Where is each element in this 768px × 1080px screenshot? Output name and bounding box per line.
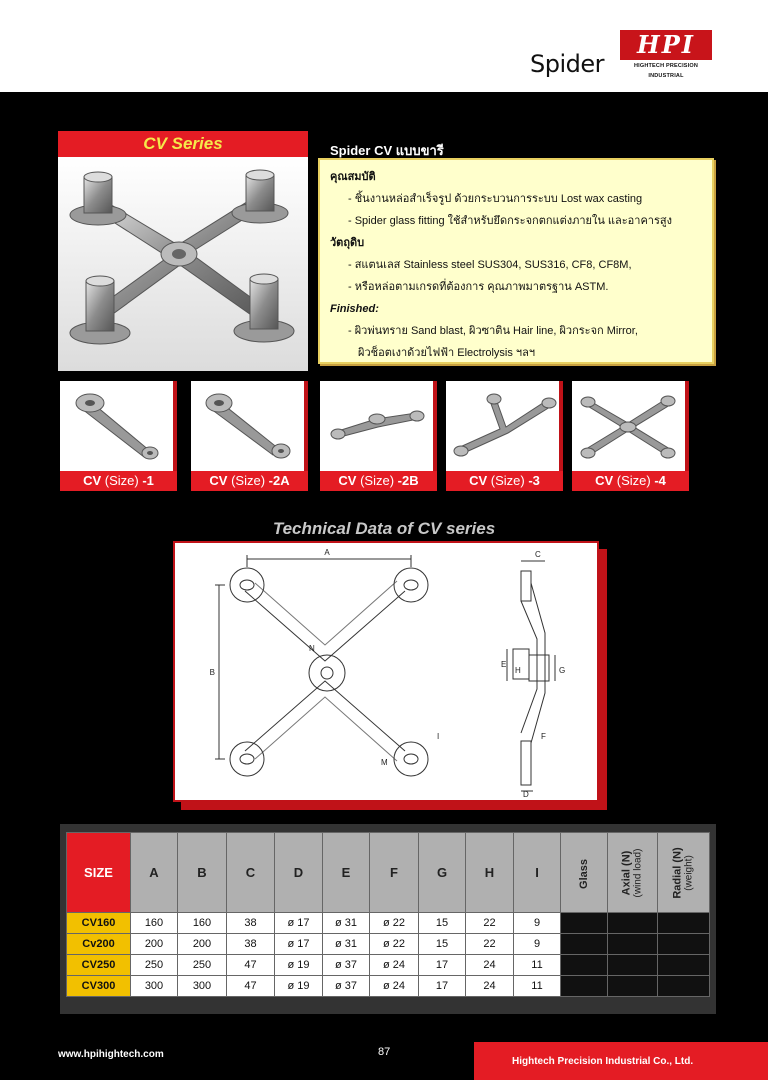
- variant-prefix: CV: [338, 473, 357, 488]
- variant-suffix: -2B: [397, 473, 419, 488]
- spider-3-arm-icon: [446, 381, 559, 471]
- header-i: I: [514, 833, 561, 913]
- variant-suffix: -2A: [268, 473, 290, 488]
- table-row: CV300 300 300 47 ø 19 ø 37 ø 24 17 24 11: [67, 976, 710, 997]
- material-line: - สแตนเลส Stainless steel SUS304, SUS316, CF8, CF8M,: [348, 259, 632, 271]
- header-radial: Radial (N) (weight): [657, 833, 709, 913]
- spec-table: [66, 832, 710, 997]
- header-a: A: [131, 833, 178, 913]
- logo-mark: HPI: [620, 30, 712, 60]
- dim-label-m: M: [381, 758, 388, 767]
- variant-prefix: CV: [83, 473, 102, 488]
- dim-label-g: G: [559, 666, 566, 675]
- property-line: - Spider glass fitting ใช้สำหรับยึดกระจกตกแต่งภายใน และอาคารสูง: [348, 215, 672, 227]
- variant-size: (Size): [360, 473, 395, 488]
- header-g: G: [419, 833, 466, 913]
- variant-cv-2b: [320, 381, 437, 491]
- header-b: B: [178, 833, 227, 913]
- spec-table-header: [67, 833, 710, 913]
- dim-label-h: H: [515, 666, 521, 675]
- spider-2a-arm-icon: [191, 381, 304, 471]
- website-link[interactable]: www.hpihightech.com: [58, 1049, 164, 1060]
- variant-size: (Size): [231, 473, 266, 488]
- dim-label-e: E: [501, 660, 507, 669]
- finished-line: - ผิวพ่นทราย Sand blast, ผิวซาติน Hair line, ผิวกระจก Mirror,: [348, 325, 638, 337]
- product-hero: [58, 131, 308, 371]
- company-name: Hightech Precision Industrial Co., Ltd.: [512, 1056, 694, 1067]
- header-axial: Axial (N) (wind load): [608, 833, 658, 913]
- material-line: - หรือหล่อตามเกรดที่ต้องการ คุณภาพมาตรฐาน ASTM.: [348, 281, 609, 293]
- materials-heading: วัตถุดิบ: [330, 237, 365, 249]
- dim-label-n: N: [309, 644, 315, 653]
- technical-drawing: [173, 541, 599, 802]
- variant-cv-2a: [191, 381, 308, 491]
- variant-prefix: CV: [469, 473, 488, 488]
- description-box: [318, 158, 714, 364]
- variant-prefix: CV: [595, 473, 614, 488]
- page-number: 87: [378, 1046, 391, 1058]
- header-h: H: [466, 833, 514, 913]
- table-row: Cv200 200 200 38 ø 17 ø 31 ø 22 15 22 9: [67, 934, 710, 955]
- variant-thumbnails: [60, 381, 700, 491]
- variant-suffix: -1: [142, 473, 154, 488]
- description-heading: Spider CV แบบขารี: [330, 143, 444, 158]
- finished-line: ผิวช็อตเงาด้วยไฟฟ้า Electrolysis ฯลฯ: [358, 347, 536, 359]
- table-row: CV250 250 250 47 ø 19 ø 37 ø 24 17 24 11: [67, 955, 710, 976]
- company-logo: [620, 30, 712, 79]
- spider-2b-arm-icon: [320, 381, 433, 471]
- dimension-drawing: [175, 543, 597, 800]
- variant-size: (Size): [616, 473, 651, 488]
- spider-1-arm-icon: [60, 381, 173, 471]
- variant-cv-4: [572, 381, 689, 491]
- series-title: CV Series: [58, 131, 308, 157]
- spider-4-arm-icon: [572, 381, 685, 471]
- variant-size: (Size): [490, 473, 525, 488]
- logo-subtext: HIGHTECH PRECISION INDUSTRIAL: [633, 63, 699, 79]
- dim-label-f: F: [541, 732, 546, 741]
- variant-size: (Size): [104, 473, 139, 488]
- header-size: SIZE: [67, 833, 131, 913]
- header-e: E: [323, 833, 370, 913]
- dim-label-c: C: [535, 550, 541, 559]
- properties-heading: คุณสมบัติ: [330, 171, 376, 183]
- table-row: CV160 160 160 38 ø 17 ø 31 ø 22 15 22 9: [67, 913, 710, 934]
- finished-heading: Finished:: [330, 303, 379, 315]
- page-title: Spider: [530, 50, 605, 78]
- header-d: D: [275, 833, 323, 913]
- variant-prefix: CV: [209, 473, 228, 488]
- spec-table-panel: [60, 824, 716, 1014]
- variant-suffix: -4: [654, 473, 666, 488]
- variant-cv-3: [446, 381, 563, 491]
- property-line: - ชิ้นงานหล่อสำเร็จรูป ด้วยกระบวนการระบบ Lost wax casting: [348, 193, 643, 205]
- header-glass: Glass: [561, 833, 608, 913]
- technical-data-title: Technical Data of CV series: [272, 519, 496, 538]
- variant-cv-1: [60, 381, 177, 491]
- header-f: F: [370, 833, 419, 913]
- header-c: C: [227, 833, 275, 913]
- spider-4-arm-image: [58, 157, 308, 371]
- dim-label-b: B: [209, 668, 215, 677]
- dim-label-a: A: [324, 548, 330, 557]
- variant-suffix: -3: [528, 473, 540, 488]
- dim-label-i: I: [437, 732, 440, 741]
- dim-label-d: D: [523, 790, 529, 799]
